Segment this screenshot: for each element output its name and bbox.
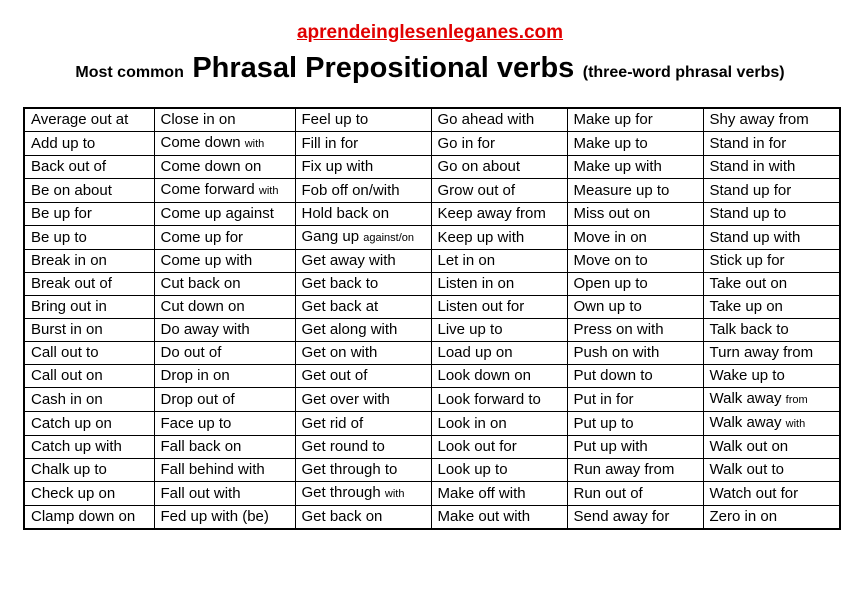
table-cell <box>295 108 431 132</box>
title-main: Phrasal Prepositional verbs <box>192 52 575 84</box>
verb-text: Face up to <box>160 414 232 432</box>
table-cell <box>567 436 703 459</box>
table-row <box>24 342 840 365</box>
verb-text: Zero in on <box>709 508 778 525</box>
table-cell <box>154 108 295 132</box>
verb-text: Be up to <box>31 228 87 246</box>
table-cell <box>567 342 703 365</box>
table-cell <box>703 319 840 342</box>
verb-text: Stand in with <box>709 158 796 175</box>
table-cell <box>431 459 567 482</box>
table-cell <box>154 506 295 530</box>
table-cell <box>154 132 295 156</box>
table-cell <box>295 226 431 250</box>
verb-text: Add up to <box>31 134 96 152</box>
table-cell <box>154 203 295 226</box>
table-row <box>24 203 840 226</box>
table-cell <box>703 365 840 388</box>
table-row <box>24 273 840 296</box>
verb-text: Get out of <box>301 367 368 384</box>
verb-text: Look out for <box>437 438 517 455</box>
verb-text: Go ahead with <box>437 111 535 128</box>
table-cell <box>154 273 295 296</box>
verb-text: Put down to <box>573 367 653 384</box>
verb-text: Grow out of <box>437 181 516 199</box>
verb-text: Talk back to <box>709 321 789 338</box>
table-cell <box>567 506 703 530</box>
verb-text: Be on about <box>31 181 112 199</box>
verb-text: Cash in on <box>31 390 103 408</box>
verbs-table-body <box>24 108 840 529</box>
table-cell <box>154 319 295 342</box>
table-row <box>24 319 840 342</box>
table-cell <box>431 156 567 179</box>
table-cell <box>295 412 431 436</box>
verb-text: Gang up <box>301 228 364 245</box>
verb-text: Catch up on <box>31 414 112 432</box>
verb-text: Send away for <box>573 508 670 525</box>
verb-text: Stand in for <box>709 134 787 152</box>
table-cell <box>154 365 295 388</box>
table-cell <box>703 296 840 319</box>
verb-text: Get along with <box>301 321 398 338</box>
verb-text: Keep up with <box>437 228 525 246</box>
verb-text: Make up to <box>573 134 648 152</box>
table-cell <box>431 226 567 250</box>
table-cell <box>295 296 431 319</box>
verb-text: Clamp down on <box>31 508 136 525</box>
table-row <box>24 506 840 530</box>
verb-text: Drop in on <box>160 367 230 384</box>
verb-text: Get through to <box>301 461 398 478</box>
verb-text: Average out at <box>31 111 129 128</box>
page-title <box>0 52 860 85</box>
verb-small-text: with <box>244 138 265 150</box>
table-cell <box>703 156 840 179</box>
verb-text: Cut back on <box>160 275 241 292</box>
table-cell <box>567 250 703 273</box>
verb-text: Hold back on <box>301 205 390 222</box>
verb-text: Get back on <box>301 508 383 525</box>
verb-text: Fall out with <box>160 484 241 502</box>
table-cell <box>431 388 567 412</box>
table-cell <box>431 179 567 203</box>
verb-text: Let in on <box>437 252 496 269</box>
table-cell <box>567 412 703 436</box>
verb-text: Shy away from <box>709 111 809 128</box>
verb-text: Open up to <box>573 275 648 292</box>
verb-text: Catch up with <box>31 438 122 455</box>
verb-small-text: with <box>785 418 806 430</box>
table-cell <box>567 179 703 203</box>
verb-small-text: against/on <box>363 232 414 244</box>
verb-text: Watch out for <box>709 484 799 502</box>
verb-text: Stand up with <box>709 228 801 246</box>
verb-text: Live up to <box>437 321 503 338</box>
verb-text: Do away with <box>160 321 250 338</box>
table-cell <box>567 203 703 226</box>
verb-text: Break out of <box>31 275 112 292</box>
verb-text: Fall behind with <box>160 461 265 478</box>
verb-text: Listen in on <box>437 275 515 292</box>
verb-text: Come up with <box>160 252 253 269</box>
verb-text: Put in for <box>573 390 634 408</box>
verb-text: Take up on <box>709 298 783 315</box>
table-cell <box>154 459 295 482</box>
table-cell <box>24 319 154 342</box>
verb-small-text: with <box>384 488 405 500</box>
table-row <box>24 436 840 459</box>
table-cell <box>567 273 703 296</box>
table-cell <box>154 156 295 179</box>
table-cell <box>567 388 703 412</box>
verb-text: Run away from <box>573 461 675 478</box>
table-cell <box>703 250 840 273</box>
verb-text: Be up for <box>31 205 92 222</box>
verb-text: Put up to <box>573 414 634 432</box>
table-row <box>24 179 840 203</box>
table-cell <box>24 132 154 156</box>
verb-text: Get on with <box>301 344 378 361</box>
table-row <box>24 226 840 250</box>
verb-text: Get through <box>301 484 385 501</box>
verb-text: Come up for <box>160 228 244 246</box>
verb-text: Fob off on/with <box>301 181 400 199</box>
verb-text: Make up with <box>573 158 662 175</box>
verb-text: Walk out to <box>709 461 784 478</box>
verb-text: Drop out of <box>160 390 235 408</box>
table-row <box>24 388 840 412</box>
table-cell <box>431 342 567 365</box>
table-cell <box>703 108 840 132</box>
table-cell <box>703 342 840 365</box>
verb-text: Come forward <box>160 181 259 198</box>
table-cell <box>567 319 703 342</box>
table-cell <box>295 156 431 179</box>
verb-text: Make out with <box>437 508 531 525</box>
table-cell <box>703 459 840 482</box>
table-cell <box>567 459 703 482</box>
verb-text: Fill in for <box>301 134 359 152</box>
verb-text: Keep away from <box>437 205 546 222</box>
verb-text: Fix up with <box>301 158 374 175</box>
verb-text: Take out on <box>709 275 788 292</box>
verbs-table <box>23 107 841 530</box>
table-cell <box>24 388 154 412</box>
table-cell <box>295 203 431 226</box>
verb-text: Run out of <box>573 484 643 502</box>
verb-text: Get back to <box>301 275 379 292</box>
table-cell <box>24 250 154 273</box>
verb-text: Walk out on <box>709 438 789 455</box>
table-cell <box>154 250 295 273</box>
table-cell <box>703 203 840 226</box>
table-cell <box>295 459 431 482</box>
verb-text: Wake up to <box>709 367 785 384</box>
table-cell <box>154 179 295 203</box>
table-row <box>24 250 840 273</box>
verb-text: Miss out on <box>573 205 651 222</box>
table-cell <box>24 296 154 319</box>
verb-text: Get rid of <box>301 414 364 432</box>
table-cell <box>295 506 431 530</box>
verb-small-text: with <box>258 185 279 197</box>
verb-text: Come up against <box>160 205 274 222</box>
table-row <box>24 365 840 388</box>
table-cell <box>567 156 703 179</box>
table-cell <box>703 132 840 156</box>
verb-text: Check up on <box>31 484 116 502</box>
table-cell <box>154 226 295 250</box>
verb-text: Move on to <box>573 252 648 269</box>
table-cell <box>295 319 431 342</box>
table-row <box>24 412 840 436</box>
verb-text: Back out of <box>31 158 107 175</box>
table-cell <box>24 226 154 250</box>
table-cell <box>154 342 295 365</box>
table-row <box>24 156 840 179</box>
table-cell <box>295 342 431 365</box>
table-cell <box>431 506 567 530</box>
verb-text: Measure up to <box>573 181 670 199</box>
verb-text: Get round to <box>301 438 385 455</box>
verb-small-text: from <box>785 394 808 406</box>
table-cell <box>431 296 567 319</box>
verb-text: Feel up to <box>301 111 369 128</box>
table-cell <box>154 436 295 459</box>
verb-text: Come down <box>160 134 245 151</box>
table-cell <box>431 412 567 436</box>
verb-text: Press on with <box>573 321 664 338</box>
table-row <box>24 459 840 482</box>
table-row <box>24 132 840 156</box>
table-cell <box>431 436 567 459</box>
verb-text: Break in on <box>31 252 107 269</box>
verb-text: Do out of <box>160 344 222 361</box>
table-cell <box>295 365 431 388</box>
table-cell <box>295 179 431 203</box>
table-cell <box>24 203 154 226</box>
verb-text: Go in for <box>437 134 496 152</box>
table-row <box>24 296 840 319</box>
table-cell <box>154 296 295 319</box>
verb-text: Stand up for <box>709 181 792 199</box>
table-cell <box>431 108 567 132</box>
title-suffix: (three-word phrasal verbs) <box>582 64 785 81</box>
verb-text: Burst in on <box>31 321 103 338</box>
table-cell <box>295 388 431 412</box>
verb-text: Get back at <box>301 298 379 315</box>
verb-text: Close in on <box>160 111 236 128</box>
verb-text: Push on with <box>573 344 660 361</box>
verb-text: Turn away from <box>709 344 814 361</box>
verb-text: Cut down on <box>160 298 245 315</box>
verb-text: Bring out in <box>31 298 107 315</box>
table-cell <box>431 482 567 506</box>
verb-text: Look up to <box>437 461 508 478</box>
table-cell <box>24 365 154 388</box>
table-cell <box>24 273 154 296</box>
table-cell <box>295 250 431 273</box>
verb-text: Walk away <box>709 414 786 431</box>
table-cell <box>567 482 703 506</box>
verb-text: Listen out for <box>437 298 525 315</box>
table-cell <box>154 388 295 412</box>
verb-text: Move in on <box>573 228 647 246</box>
table-cell <box>154 412 295 436</box>
table-cell <box>24 459 154 482</box>
table-cell <box>295 132 431 156</box>
title-prefix: Most common <box>75 64 184 81</box>
site-link[interactable]: aprendeinglesenleganes.com <box>296 22 564 43</box>
table-cell <box>703 388 840 412</box>
table-cell <box>567 226 703 250</box>
table-cell <box>567 108 703 132</box>
verb-text: Get over with <box>301 390 390 408</box>
table-cell <box>703 436 840 459</box>
verb-text: Get away with <box>301 252 396 269</box>
table-cell <box>295 436 431 459</box>
table-cell <box>24 436 154 459</box>
table-cell <box>703 506 840 530</box>
table-cell <box>24 108 154 132</box>
table-row <box>24 482 840 506</box>
verb-text: Put up with <box>573 438 648 455</box>
table-cell <box>24 506 154 530</box>
verb-text: Make up for <box>573 111 653 128</box>
table-cell <box>431 273 567 296</box>
verb-text: Look in on <box>437 414 507 432</box>
verb-text: Fed up with (be) <box>160 508 269 525</box>
table-cell <box>295 273 431 296</box>
table-cell <box>431 365 567 388</box>
table-cell <box>703 482 840 506</box>
verb-text: Own up to <box>573 298 642 315</box>
verb-text: Load up on <box>437 344 513 361</box>
table-cell <box>24 179 154 203</box>
verb-text: Walk away <box>709 390 786 407</box>
verb-text: Stand up to <box>709 205 787 222</box>
verb-text: Call out on <box>31 367 103 384</box>
verb-text: Make off with <box>437 484 526 502</box>
table-cell <box>431 319 567 342</box>
verb-text: Fall back on <box>160 438 242 455</box>
verb-text: Look forward to <box>437 390 541 408</box>
table-cell <box>431 132 567 156</box>
verb-text: Stick up for <box>709 252 785 269</box>
table-cell <box>24 482 154 506</box>
table-cell <box>567 296 703 319</box>
table-cell <box>703 412 840 436</box>
verb-text: Call out to <box>31 344 99 361</box>
table-cell <box>24 342 154 365</box>
table-cell <box>567 132 703 156</box>
table-cell <box>703 179 840 203</box>
table-cell <box>24 156 154 179</box>
table-cell <box>431 250 567 273</box>
table-cell <box>295 482 431 506</box>
table-cell <box>567 365 703 388</box>
table-cell <box>703 226 840 250</box>
verb-text: Come down on <box>160 158 262 175</box>
verb-text: Go on about <box>437 158 521 175</box>
table-row <box>24 108 840 132</box>
table-cell <box>703 273 840 296</box>
verb-text: Look down on <box>437 367 531 384</box>
table-cell <box>431 203 567 226</box>
verb-text: Chalk up to <box>31 461 107 478</box>
table-cell <box>154 482 295 506</box>
table-cell <box>24 412 154 436</box>
